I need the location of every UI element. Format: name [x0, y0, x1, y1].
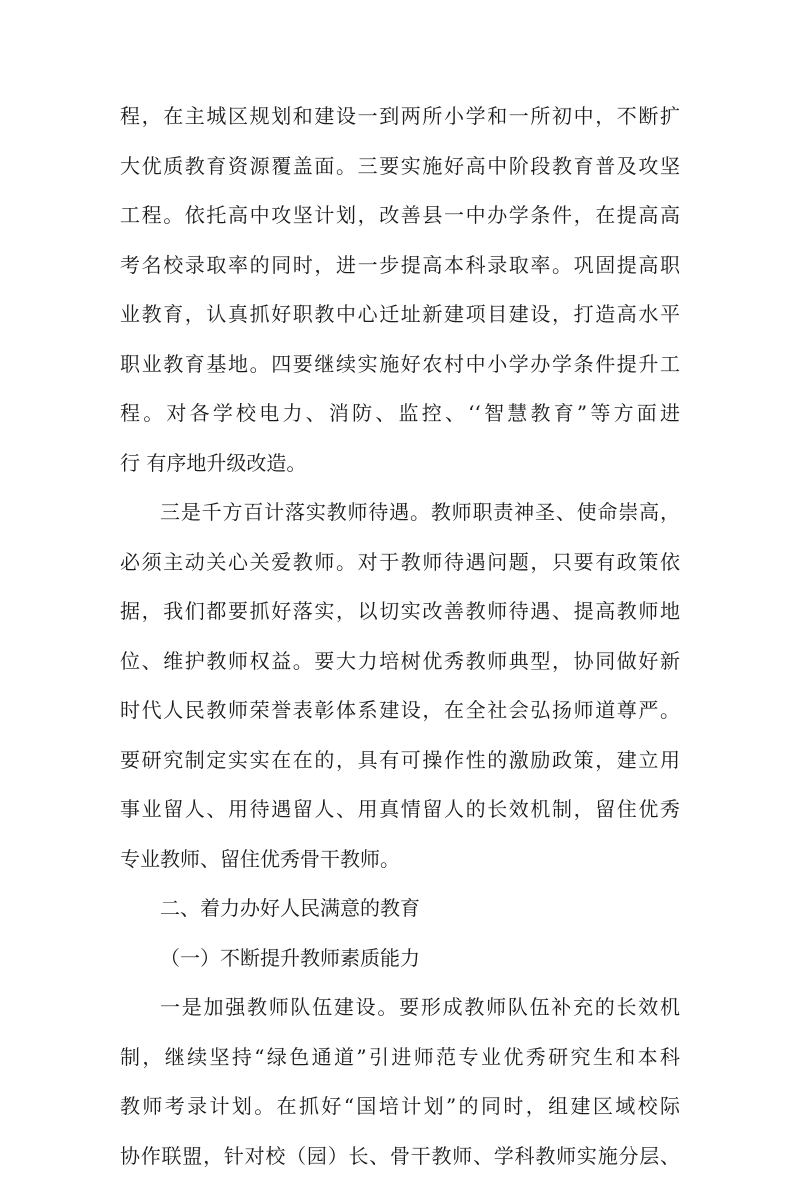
paragraph-line: 程，在主城区规划和建设一到两所小学和一所初中，不断扩: [120, 92, 680, 142]
paragraph-line: 三是千方百计落实教师待遇。教师职责神圣、使命崇高，: [120, 488, 680, 538]
paragraph-line: 二、着力办好人民满意的教育: [120, 884, 680, 934]
paragraph-line: 协作联盟，针对校（园）长、骨干教师、学科教师实施分层、: [120, 1132, 680, 1181]
paragraph-line: 必须主动关心关爱教师。对于教师待遇问题，只要有政策依: [120, 538, 680, 588]
document-body: [120, 92, 680, 1181]
paragraph-line: 要研究制定实实在在的，具有可操作性的激励政策，建立用: [120, 736, 680, 786]
paragraph-line: 事业留人、用待遇留人、用真情留人的长效机制，留住优秀: [120, 785, 680, 835]
paragraph-line: 程。对各学校电力、消防、监控、‘‘智慧教育”等方面进: [120, 389, 680, 439]
paragraph-line: 位、维护教师权益。要大力培树优秀教师典型，协同做好新: [120, 637, 680, 687]
paragraph-line: 专业教师、留住优秀骨干教师。: [120, 835, 680, 885]
paragraph-line: 教师考录计划。在抓好“国培计划”的同时，组建区域校际: [120, 1082, 680, 1132]
paragraph-line: 制，继续坚持“绿色通道”引进师范专业优秀研究生和本科: [120, 1033, 680, 1083]
paragraph-line: 大优质教育资源覆盖面。三要实施好高中阶段教育普及攻坚: [120, 142, 680, 192]
paragraph-line: （一）不断提升教师素质能力: [120, 934, 680, 984]
paragraph-line: 据，我们都要抓好落实，以切实改善教师待遇、提高教师地: [120, 587, 680, 637]
paragraph-line: 行 有序地升级改造。: [120, 439, 680, 489]
paragraph-line: 一是加强教师队伍建设。要形成教师队伍补充的长效机: [120, 983, 680, 1033]
paragraph-line: 时代人民教师荣誉表彰体系建设，在全社会弘扬师道尊严。: [120, 686, 680, 736]
paragraph-line: 职业教育基地。四要继续实施好农村中小学办学条件提升工: [120, 340, 680, 390]
paragraph-line: 业教育，认真抓好职教中心迁址新建项目建设，打造高水平: [120, 290, 680, 340]
paragraph-line: 考名校录取率的同时，进一步提高本科录取率。巩固提高职: [120, 241, 680, 291]
paragraph-line: 工程。依托高中攻坚计划，改善县一中办学条件，在提高高: [120, 191, 680, 241]
